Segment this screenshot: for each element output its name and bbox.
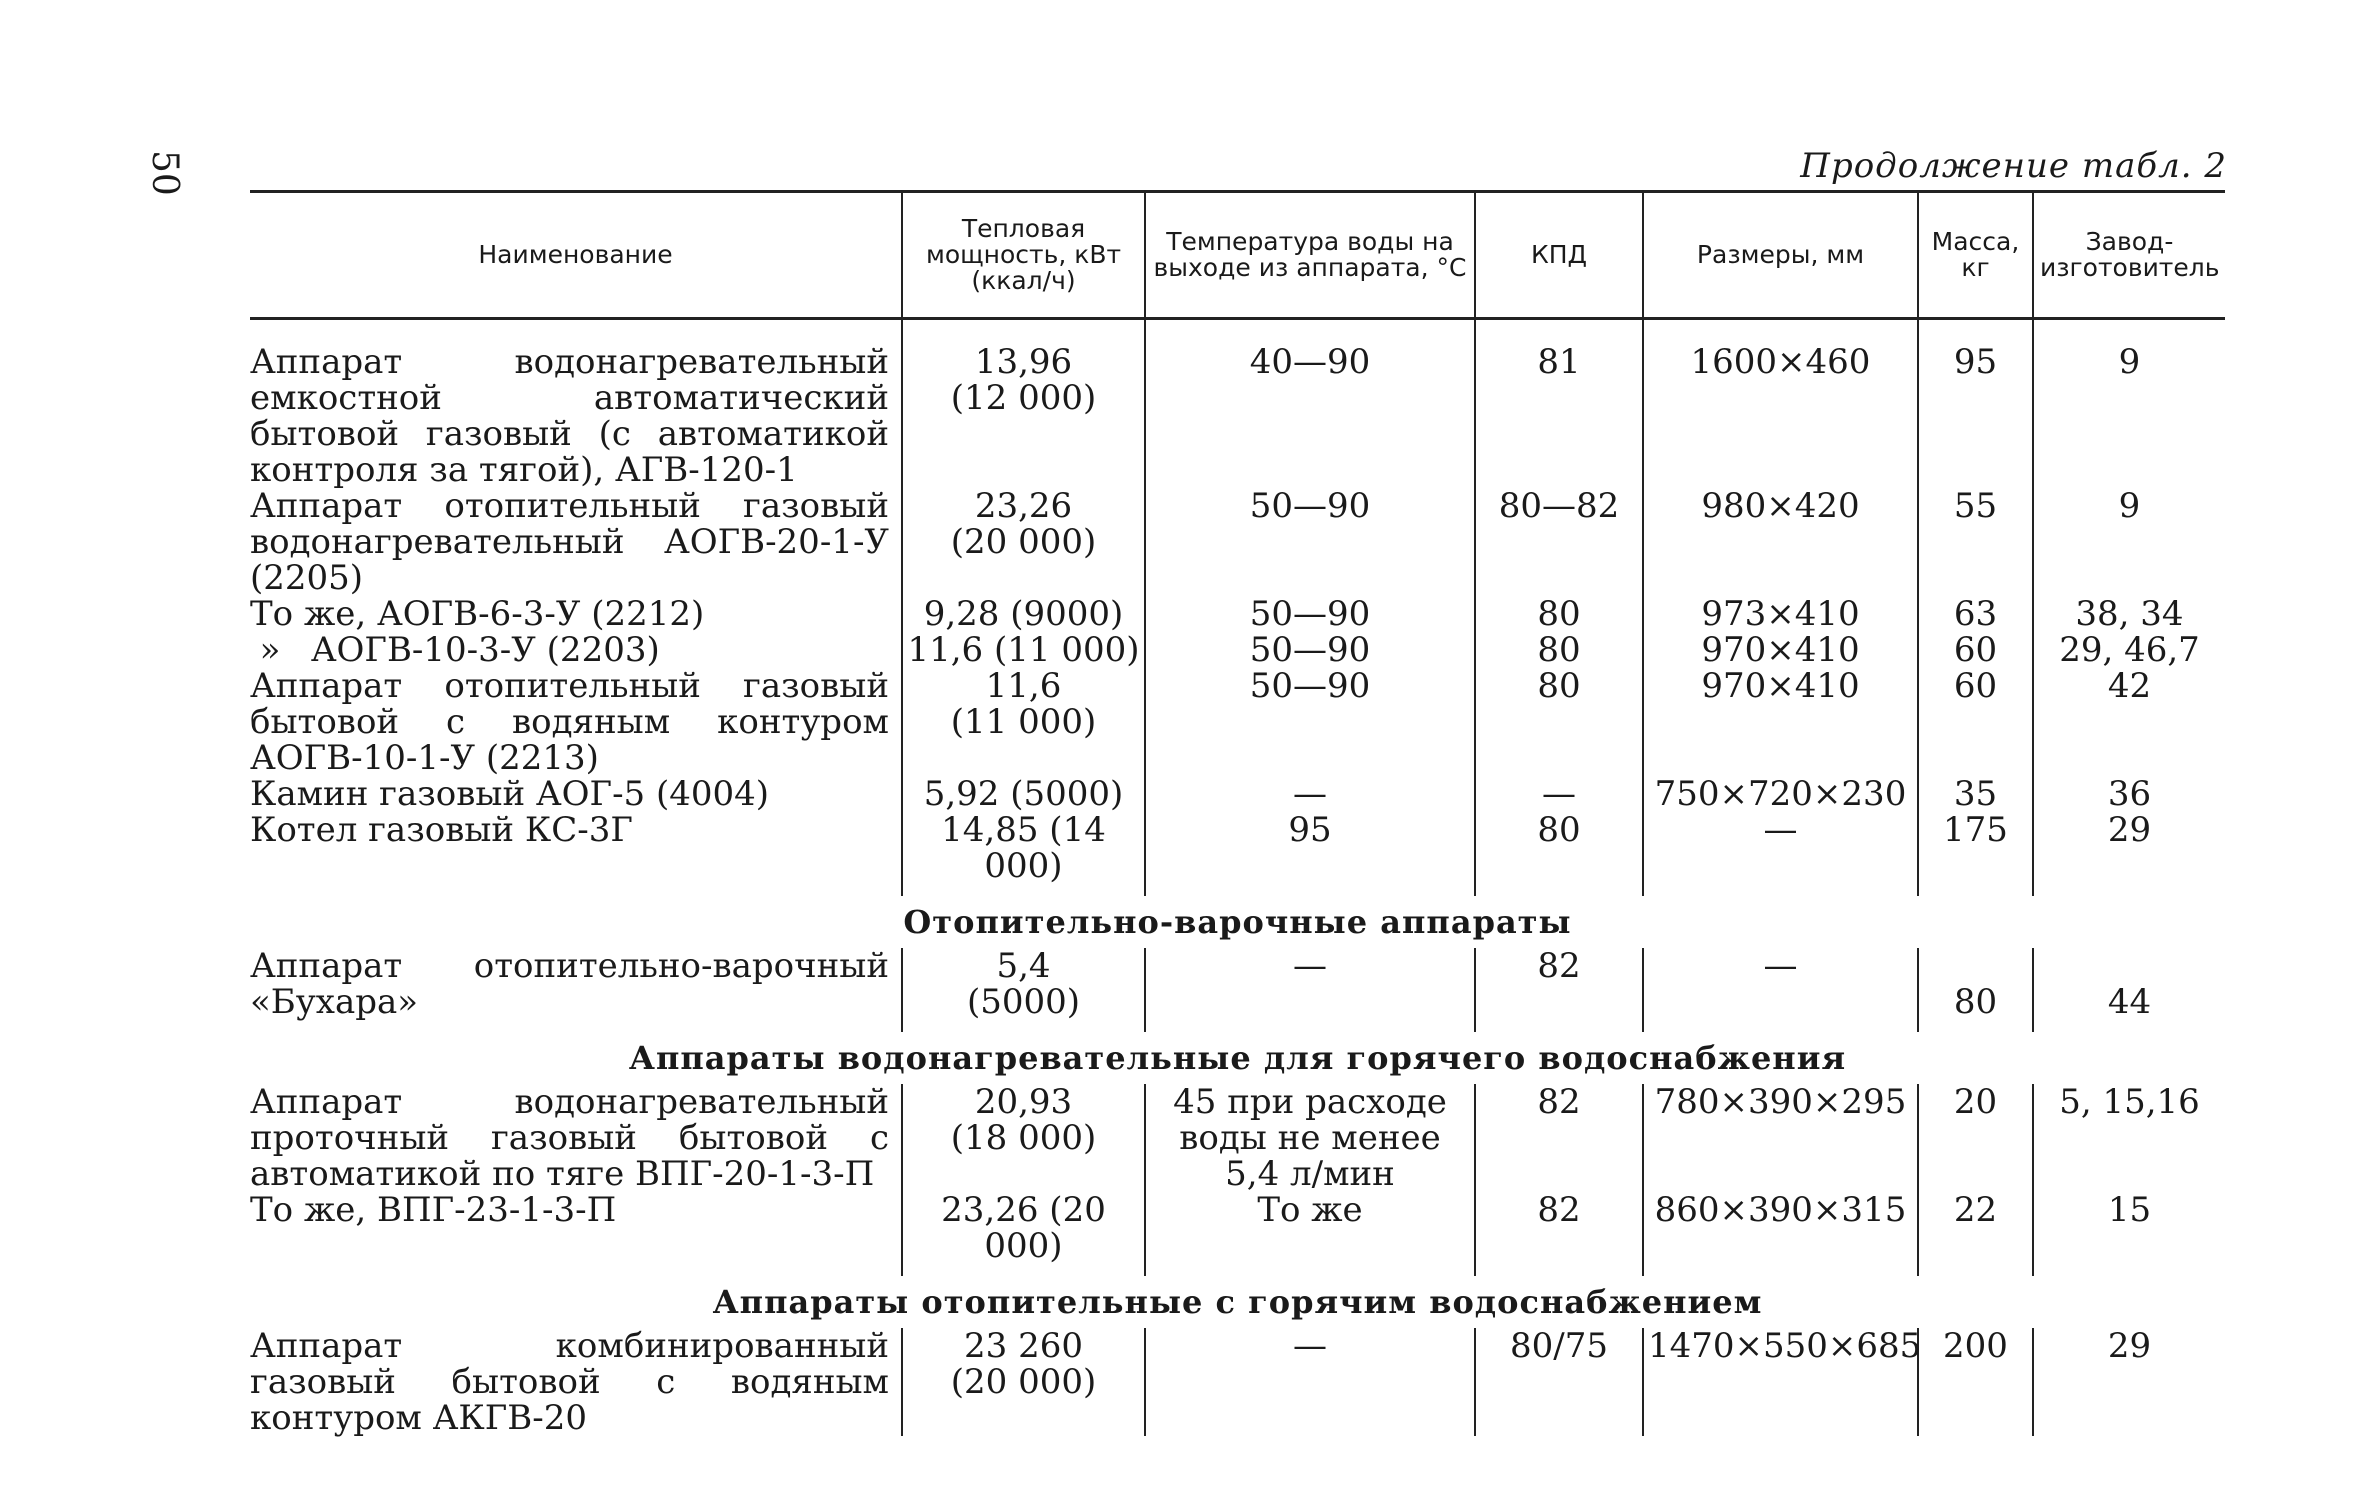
cell-size: 970×410 [1643,632,1918,668]
cell-name: Аппарат отопительный газовый бытовой с водяным контуром АОГВ-10-1-У (2213) [250,666,889,778]
cell-name: Аппарат отопительный газовый водонагревательный АОГВ-20-1-У (2205) [250,486,889,598]
cell-maker: 9 [2033,488,2225,596]
section-title-row [250,1276,2225,1328]
cell-kpd: 82 [1475,1084,1643,1192]
cell-kpd: — [1475,776,1643,812]
cell-power [902,488,1145,596]
cell-mass: 80 [1918,948,2033,1032]
cell-power: 11,6 (11 000) [902,632,1145,668]
cell-size: 750×720×230 [1643,776,1918,812]
cell-power-kcal: (11 000) [950,702,1097,742]
cell-name: То же, ВПГ-23-1-3-П [250,1190,617,1230]
cell-maker: 42 [2033,668,2225,776]
cell-name [250,632,902,668]
section-title-row [250,896,2225,948]
cell-power-kw: 5,4 [996,946,1051,986]
cell-power-kw: 23 260 [964,1326,1083,1366]
cell-kpd: 82 [1475,948,1643,1032]
cell-size: 1600×460 [1643,319,1918,489]
cell-temp: — [1145,1328,1475,1436]
equipment-table [250,190,2225,1436]
table-row [250,948,2225,1032]
cell-temp: 40—90 [1145,319,1475,489]
cell-temp: 50—90 [1145,668,1475,776]
cell-size: — [1643,812,1918,896]
cell-kpd: 80/75 [1475,1328,1643,1436]
cell-maker: 29 [2033,812,2225,896]
table-header [250,192,2225,319]
cell-maker: 38, 34 [2033,596,2225,632]
cell-name: То же, АОГВ-6-3-У (2212) [250,594,705,634]
cell-name: Аппарат отопительно-варочный «Бухара» [250,946,889,1022]
header-temp: Температура воды на выходе из аппарата, °С [1145,192,1475,319]
cell-maker: 44 [2033,948,2225,1032]
cell-temp: 95 [1145,812,1475,896]
cell-power: 9,28 (9000) [902,596,1145,632]
cell-mass: 60 [1918,632,2033,668]
cell-name: Котел газовый КС-3Г [250,810,633,850]
cell-kpd: 80—82 [1475,488,1643,596]
cell-size: — [1643,948,1918,1032]
cell-name: Камин газовый АОГ-5 (4004) [250,774,770,814]
cell-mass: 63 [1918,596,2033,632]
cell-mass: 20 [1918,1084,2033,1192]
cell-size: 780×390×295 [1643,1084,1918,1192]
cell-mass: 22 [1918,1192,2033,1276]
cell-temp: 45 при расходе воды не менее 5,4 л/мин [1145,1084,1475,1192]
table-row [250,776,2225,812]
cell-mass: 55 [1918,488,2033,596]
cell-mass: 95 [1918,319,2033,489]
cell-size: 860×390×315 [1643,1192,1918,1276]
cell-mass: 35 [1918,776,2033,812]
cell-maker: 15 [2033,1192,2225,1276]
table-row [250,596,2225,632]
cell-size: 973×410 [1643,596,1918,632]
cell-maker: 29, 46,7 [2033,632,2225,668]
cell-temp: — [1145,776,1475,812]
equipment-table-container [250,190,2225,1436]
cell-mass: 60 [1918,668,2033,776]
cell-kpd: 81 [1475,319,1643,489]
header-size: Размеры, мм [1643,192,1918,319]
table-row [250,488,2225,596]
cell-power-kcal: (12 000) [950,378,1097,418]
cell-power-kcal: (20 000) [950,522,1097,562]
cell-power-kw: 23,26 [974,486,1073,526]
cell-power-kcal: (20 000) [950,1362,1097,1402]
cell-temp: 50—90 [1145,632,1475,668]
cell-mass: 175 [1918,812,2033,896]
cell-power: 5,92 (5000) [902,776,1145,812]
cell-name: Аппарат комбинированный газовый бытовой с водяным контуром АКГВ-20 [250,1326,889,1438]
cell-power [902,1084,1145,1192]
cell-mass: 200 [1918,1328,2033,1436]
ditto-mark: » [259,630,281,670]
cell-kpd: 82 [1475,1192,1643,1276]
cell-power-kw: 11,6 [985,666,1062,706]
cell-power [902,948,1145,1032]
table-row [250,1328,2225,1436]
cell-power-kcal: (18 000) [950,1118,1097,1158]
header-power: Тепловая мощность, кВт (ккал/ч) [902,192,1145,319]
cell-power [902,319,1145,489]
header-name: Наименование [478,240,673,269]
table-row [250,668,2225,776]
cell-temp: 50—90 [1145,488,1475,596]
cell-temp: — [1145,948,1475,1032]
cell-power [902,668,1145,776]
cell-maker: 36 [2033,776,2225,812]
table-row [250,1192,2225,1276]
cell-power-kw: 13,96 [974,342,1073,382]
section-title-row [250,1032,2225,1084]
cell-power-kcal: (5000) [966,982,1081,1022]
cell-power [902,1328,1145,1436]
table-row [250,1084,2225,1192]
page-number: 50 [144,150,185,196]
cell-maker: 29 [2033,1328,2225,1436]
section-title: Отопительно-варочные аппараты [903,903,1572,941]
cell-size: 970×410 [1643,668,1918,776]
table-row [250,319,2225,489]
header-kpd: КПД [1475,192,1643,319]
section-title: Аппараты водонагревательные для горячего водоснабжения [628,1039,1847,1077]
header-maker: Завод-изготовитель [2033,192,2225,319]
table-row [250,812,2225,896]
cell-kpd: 80 [1475,812,1643,896]
cell-temp: 50—90 [1145,596,1475,632]
cell-power: 14,85 (14 000) [902,812,1145,896]
table-row [250,632,2225,668]
cell-power: 23,26 (20 000) [902,1192,1145,1276]
cell-name-text: АОГВ-10-3-У (2203) [310,630,660,670]
table-continuation-caption: Продолжение табл. 2 [1800,146,2227,186]
section-title: Аппараты отопительные с горячим водоснабжением [712,1283,1763,1321]
cell-name: Аппарат водонагревательный емкостной автоматический бытовой газовый (с автоматикой контроля за тягой), АГВ-120-1 [250,342,889,490]
cell-kpd: 80 [1475,668,1643,776]
cell-maker: 9 [2033,319,2225,489]
cell-kpd: 80 [1475,596,1643,632]
cell-kpd: 80 [1475,632,1643,668]
cell-temp: То же [1145,1192,1475,1276]
cell-size: 980×420 [1643,488,1918,596]
cell-power-kw: 20,93 [974,1082,1073,1122]
cell-name: Аппарат водонагревательный проточный газовый бытовой с автоматикой по тяге ВПГ-20-1-3-П [250,1082,889,1194]
cell-size: 1470×550×685 [1643,1328,1918,1436]
header-mass: Масса, кг [1918,192,2033,319]
cell-maker: 5, 15,16 [2033,1084,2225,1192]
